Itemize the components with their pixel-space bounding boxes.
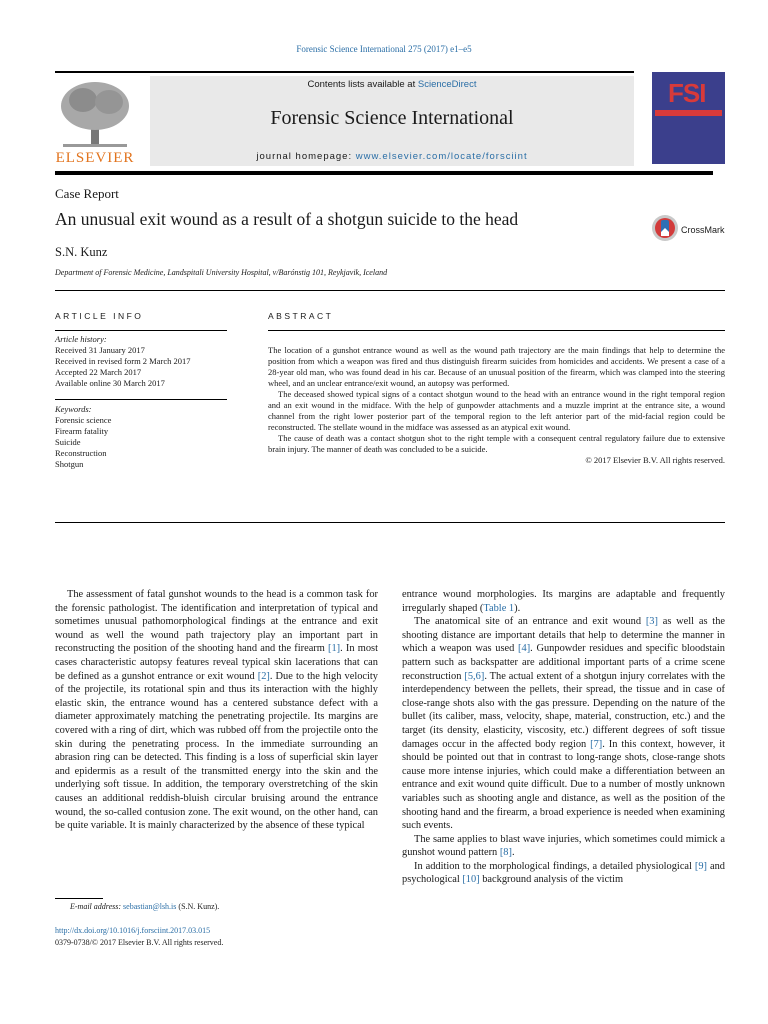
keyword: Firearm fatality (55, 426, 109, 436)
body-text: The same applies to blast wave injuries, which sometimes could mimick a gunshot wound pattern (402, 833, 725, 859)
journal-homepage (150, 151, 634, 162)
abstract-text (268, 345, 725, 466)
body-text: The assessment of fatal gunshot wounds to the head is a common task for the forensic pathologist. The identification and interpretation of typical and sometimes unusual pathomorphological findings at the entrance and exit wound as well the wound path trajectory play an important part in reconstructing the position of the shooting hand and the firearm (55, 589, 378, 655)
email-suffix: (S.N. Kunz). (176, 902, 220, 911)
header-rule-bottom (55, 171, 713, 175)
body-text: The anatomical site of an entrance and exit wound (414, 616, 646, 628)
journal-cover-band (655, 110, 722, 116)
abstract-paragraph: The deceased showed typical signs of a contact shotgun wound to the head with an entrance wound in the right temporal region and an exit wound in the midface. With the help of gunpowder attachments and a muzzle imprint at the entrance site, a wound channel from the right lower posterior part of the temporal region to the left anterior part of the mid-facial region could be reconstructed. The stellate wound in the midface was assessed as an atypical exit wound. (268, 389, 725, 432)
history-accepted: Accepted 22 March 2017 (55, 367, 142, 377)
email-link[interactable]: sebastian@lsh.is (123, 902, 177, 911)
crossmark-icon[interactable] (651, 214, 679, 242)
rule-after-abstract (55, 522, 725, 523)
running-head[interactable]: Forensic Science International 275 (2017) e1–e5 (296, 44, 472, 54)
article-title: An unusual exit wound as a result of a shotgun suicide to the head (55, 209, 519, 229)
body-text: as well as the shooting distance are important details that help to determine the manner in which a weapon was used (402, 616, 725, 655)
keyword: Shotgun (55, 459, 84, 469)
body-text: . Due to the high velocity of the projectile, its rotational spin and thus its interaction with the highly elastic skin, the entrance wound has a centered substance defect with a diameter approximately matching the penetrating projectile. Its margins are covered with a ring of dirt, which was rubbed off from the projectile onto the skin during the penetrating process. In the immediate surrounding an abrasion ring can be detected. This finding is a loss of superficial skin layer and epidermis as a result of the transmitted energy into the skin and the underlying soft tissue. In addition, the temporary overstretching of the skin causes an additional reddish-bluish circular bruising around the entrance wound, the so-called contusion zone. The exit wound, on the other hand, can be quite variable. It is mainly characterized by the absence of these typical (55, 670, 378, 832)
body-column-right (402, 588, 725, 887)
citation-link[interactable]: [5,6] (464, 670, 485, 682)
issn-copyright: 0379-0738/© 2017 Elsevier B.V. All rights reserved. (55, 938, 224, 947)
citation-link[interactable]: [2] (257, 670, 270, 682)
journal-cover-letters: FSI (668, 78, 706, 108)
header-rule-top (55, 71, 634, 73)
history-received: Received 31 January 2017 (55, 345, 145, 355)
body-text: . In this context, however, it should be pointed out that in contrast to long-range shots, close-range shots cause more intense injuries, which could make a differentiation between an entrance and exit wound quite difficult. Due to a number of mostly unknown variables such as shooting angle and distance, as well as the position of the shooting hand and the firearm, a broad experience is needed when examining such events. (402, 738, 725, 832)
body-paragraph (402, 833, 725, 860)
history-online: Available online 30 March 2017 (55, 378, 165, 388)
keywords-label: Keywords: (55, 404, 92, 414)
body-column-left (55, 588, 378, 833)
elsevier-wordmark: ELSEVIER (55, 150, 135, 166)
article-history (55, 334, 227, 389)
keyword: Forensic science (55, 415, 112, 425)
body-text: ). (514, 602, 521, 614)
body-text: entrance wound morphologies. Its margins are adaptable and frequently irregularly shaped ( (402, 589, 725, 614)
body-text: In addition to the morphological findings, a detailed physiological (414, 860, 695, 872)
article-info-heading: ARTICLE INFO (55, 311, 144, 321)
rule-before-info (55, 290, 725, 291)
keywords (55, 404, 227, 470)
body-text: background analysis of the victim (479, 874, 624, 886)
citation-link[interactable]: [9] (694, 860, 708, 872)
abstract-rule (268, 330, 725, 331)
body-paragraph (402, 615, 725, 833)
abstract-paragraph: The cause of death was a contact shotgun shot to the right temple with a consequent central regulatory failure due to extensive brain injury. The manner of death was concluded to be a suicide. (268, 433, 725, 454)
email-label: E-mail address: (70, 902, 124, 911)
article-info-rule (55, 330, 227, 331)
citation-link[interactable]: [4] (518, 643, 531, 655)
citation-link[interactable]: [1] (328, 643, 341, 655)
footnote-rule (55, 898, 103, 899)
sciencedirect-link[interactable]: ScienceDirect (417, 79, 477, 90)
history-revised: Received in revised form 2 March 2017 (55, 356, 191, 366)
citation-link[interactable]: [7] (590, 738, 603, 750)
citation-link[interactable]: [10] (462, 874, 480, 886)
body-paragraph (55, 588, 378, 833)
citation-link[interactable]: [3] (645, 616, 658, 628)
citation-link[interactable]: [8] (499, 847, 512, 859)
keyword: Reconstruction (55, 448, 107, 458)
abstract-paragraph: The location of a gunshot entrance wound as well as the wound path trajectory are the main findings that help to determine the position from which a weapon was fired and thus distinguish firearm suicides from homicides and accidents. We present a case of a 28-year old man, who was found dead in his car. Because of an unusual position of the firearm, which was clamped into the steering wheel, and an unclear entrance/exit wound, an autopsy was performed. (268, 345, 725, 388)
abstract-heading: ABSTRACT (268, 311, 334, 321)
body-text: . (511, 847, 515, 859)
body-text: . In most cases characteristic autopsy features reveal typical skin lacerations that can be defined as a gunshot entrance or exit wound (55, 643, 378, 682)
body-text: . The actual extent of a shotgun injury correlates with the interdependency between the pellets, their spread, the tissue and in case of close-range shots also with the gas pressure. Depending on the nature of the bullet (its caliber, mass, velocity, shape, material, construction, etc.) and the target (its density, elasticity, viscosity, etc.) different degrees of soft tissue damages occur in the affected body region (402, 670, 725, 750)
body-paragraph (402, 588, 725, 615)
doi-link[interactable]: http://dx.doi.org/10.1016/j.forsciint.2017.03.015 (55, 926, 211, 935)
table-link[interactable]: Table 1 (483, 602, 515, 614)
homepage-prefix: journal homepage: (256, 151, 356, 162)
keywords-rule (55, 399, 227, 400)
journal-title: Forensic Science International (270, 107, 514, 129)
contents-prefix: Contents lists available at (307, 79, 418, 90)
article-type: Case Report (55, 186, 119, 201)
keyword: Suicide (55, 437, 81, 447)
history-label: Article history: (55, 334, 107, 344)
author-name[interactable]: S.N. Kunz (55, 245, 108, 259)
homepage-link[interactable]: www.elsevier.com/locate/forsciint (355, 151, 528, 162)
email-footnote (70, 902, 219, 911)
body-text: . Gunpowder residues and specific bloodstain pattern such as backspatter are additional important parts of a crime scene reconstruction (402, 643, 725, 682)
body-text: and psychological (402, 860, 725, 886)
abstract-copyright: © 2017 Elsevier B.V. All rights reserved. (585, 455, 725, 465)
crossmark-label[interactable]: CrossMark (681, 225, 725, 235)
body-paragraph (402, 860, 725, 887)
contents-line (150, 79, 634, 90)
author-affiliation: Department of Forensic Medicine, Landspitali University Hospital, v/Barónstig 101, Reykjavik, Iceland (55, 268, 388, 277)
